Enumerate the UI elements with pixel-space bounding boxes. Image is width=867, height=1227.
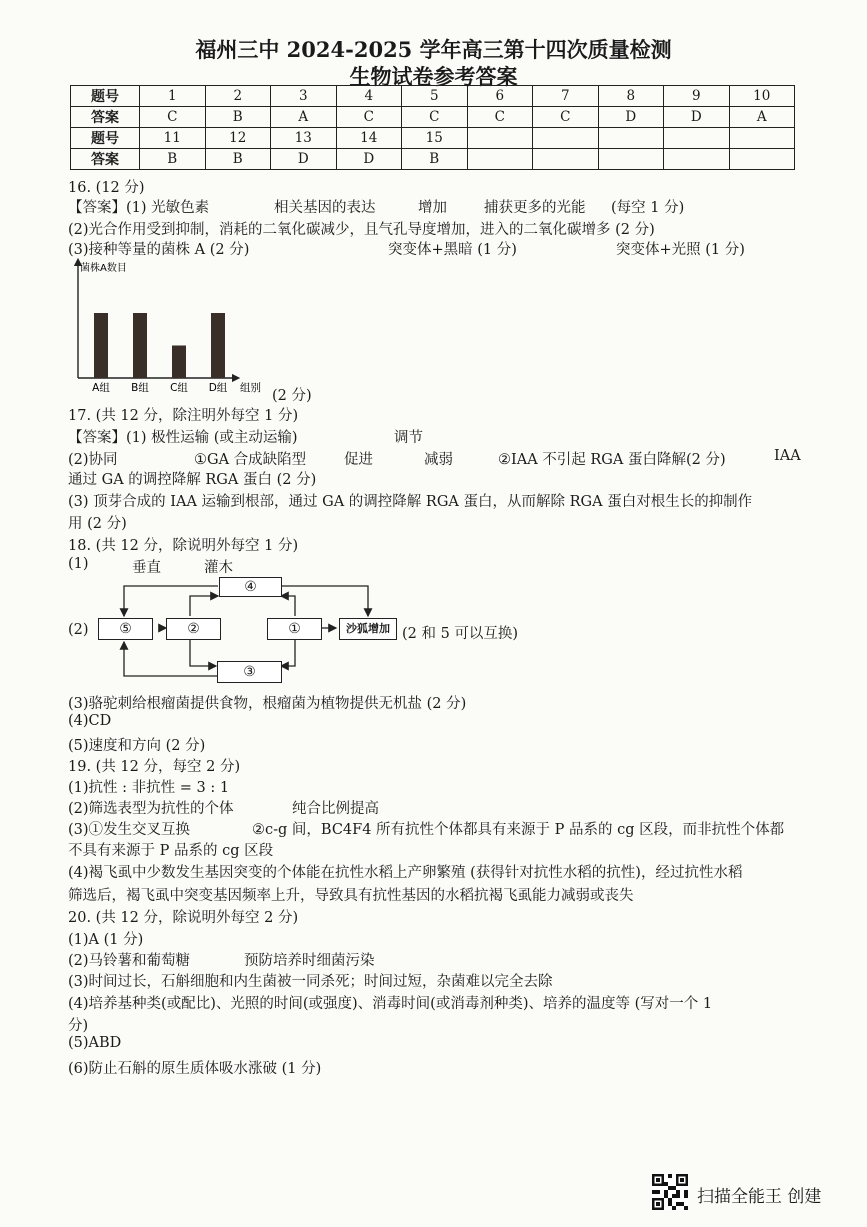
q16-answer-3: 增加 [418,200,447,216]
document-subtitle: 生物试卷参考答案 [349,64,518,89]
table-cell: 2 [205,86,271,107]
arrow-2-to-3 [190,639,216,666]
table-cell: 10 [729,86,795,107]
q17-line1 [68,426,808,446]
category-label: C组 [170,382,188,394]
table-cell: 6 [467,86,533,107]
q18-diagram-note: (2 和 5 可以互换) [402,626,519,642]
arrow-4-to-sand-fox [281,586,368,616]
q16-answer-5: (3)接种等量的菌株 A (2 分) [68,242,250,258]
qr-code-icon [652,1174,688,1210]
table-row [71,107,795,128]
q18-answer-2: 灌木 [204,560,233,576]
table-cell: 9 [664,86,730,107]
table-cell: D [336,149,402,170]
table-cell: D [664,107,730,128]
q19-answer-4: ②c-g 间，BC4F4 所有抗性个体都具有来源于 P 品系的 cg 区段，而非抗性个体都 [252,822,785,838]
q20-line2 [68,949,808,969]
node-1: ① [267,618,322,640]
table-cell: 14 [336,128,402,149]
q19-line2 [68,797,808,817]
table-cell: 3 [271,86,337,107]
q17-line3: 通过 GA 的调控降解 RGA 蛋白 (2 分) [68,472,317,488]
q18-line3: (3)骆驼刺给根瘤菌提供食物，根瘤菌为植物提供无机盐 (2 分) [68,696,467,712]
category-label: A组 [92,382,110,394]
q20-line3: (3)时间过长，石斛细胞和内生菌被一同杀死；时间过短，杂菌难以完全去除 [68,974,553,990]
answer-table [70,85,795,170]
table-cell: C [533,107,599,128]
bar-chart [66,258,286,400]
table-cell: D [598,107,664,128]
q17-answer-3: (2)协同 [68,452,118,468]
q17-answer-4: ①GA 合成缺陷型 [194,452,307,468]
node-3: ③ [217,661,282,683]
q20-answer-2: 预防培养时细菌污染 [244,953,375,969]
q17-answer-1: 【答案】(1) 极性运输 (或主动运输) [68,430,298,446]
table-cell: 11 [140,128,206,149]
table-cell [533,128,599,149]
table-cell: 13 [271,128,337,149]
q18-line5: (5)速度和方向 (2 分) [68,738,206,754]
table-cell [664,149,730,170]
table-row [71,128,795,149]
q19-answer-1: (2)筛选表型为抗性的个体 [68,801,234,817]
node-2: ② [166,618,221,640]
x-axis-label: 组别 [240,382,261,394]
scanner-watermark: 扫描全能王 创建 [697,1187,822,1207]
table-cell: D [271,149,337,170]
table-cell: 8 [598,86,664,107]
q17-answer-5: 促进 [344,452,373,468]
q16-answer-7: 突变体+光照 (1 分) [616,242,745,258]
node-4: ④ [219,577,282,597]
q19-line4: 不具有来源于 P 品系的 cg 区段 [68,843,274,859]
table-cell: B [402,149,468,170]
arrow-1-to-4 [281,596,295,616]
table-cell: C [402,107,468,128]
q20-line4: (4)培养基种类(或配比)、光照的时间(或强度)、消毒时间(或消毒剂种类)、培养的温度等 (写对一个 1 [68,996,713,1012]
q16-answer-2: 相关基因的表达 [274,200,376,216]
table-cell: C [336,107,402,128]
table-cell [664,128,730,149]
bar-4 [211,313,225,378]
table-cell: C [467,107,533,128]
arrow-2-to-4 [190,596,218,616]
category-label: B组 [131,382,149,394]
q17-line4: (3) 顶芽合成的 IAA 运输到根部，通过 GA 的调控降解 RGA 蛋白，从而解除 RGA 蛋白对根生长的抑制作 [68,494,753,510]
q18-label-2: (2) [68,622,89,638]
table-cell: C [140,107,206,128]
bar-3 [172,346,186,379]
q20-line1: (1)A (1 分) [68,932,144,948]
q18-label-1: (1) [68,556,89,572]
q20-answer-1: (2)马铃薯和葡萄糖 [68,953,191,969]
document-title: 福州三中 2024-2025 学年高三第十四次质量检测 [195,37,672,62]
q16-answer-4: 捕获更多的光能 [484,200,586,216]
q16-score-note: (每空 1 分) [611,200,685,216]
q16-chart-score: (2 分) [272,388,312,404]
table-cell: 7 [533,86,599,107]
table-cell: 4 [336,86,402,107]
q18-answer-1: 垂直 [132,560,161,576]
table-cell: A [271,107,337,128]
row-header: 题号 [71,86,140,107]
q20-heading: 20. (共 12 分，除说明外每空 2 分) [68,910,299,926]
row-header: 答案 [71,107,140,128]
q17-line5: 用 (2 分) [68,516,127,532]
y-axis-label: 菌株A数目 [80,263,127,274]
q19-line3 [68,818,808,838]
node-5: ⑤ [98,618,153,640]
row-header: 答案 [71,149,140,170]
q16-line2: (2)光合作用受到抑制，消耗的二氧化碳减少，且气孔导度增加，进入的二氧化碳增多 (2 分) [68,222,655,238]
table-cell [598,149,664,170]
table-cell: B [205,149,271,170]
q17-answer-8: IAA [774,448,801,464]
q16-line3 [68,238,808,258]
table-cell: 5 [402,86,468,107]
table-cell [467,128,533,149]
table-cell [729,149,795,170]
q18-heading: 18. (共 12 分，除说明外每空 1 分) [68,538,299,554]
q19-line1: (1)抗性 : 非抗性 = 3 : 1 [68,780,230,796]
category-label: D组 [208,382,228,394]
arrow-1-to-3 [281,639,295,666]
table-cell: B [140,149,206,170]
q20-line5: 分) [68,1018,89,1034]
q19-answer-2: 纯合比例提高 [292,801,379,817]
table-cell: 15 [402,128,468,149]
q19-line6: 筛选后，褐飞虱中突变基因频率上升，导致具有抗性基因的水稻抗褐飞虱能力减弱或丧失 [68,888,634,904]
arrow-3-to-5 [124,642,218,676]
table-row [71,149,795,170]
q17-heading: 17. (共 12 分，除注明外每空 1 分) [68,408,299,424]
table-cell [467,149,533,170]
q16-answer-1: 【答案】(1) 光敏色素 [68,200,210,216]
q17-line2 [68,448,808,468]
table-cell: 12 [205,128,271,149]
q20-line7: (6)防止石斛的原生质体吸水涨破 (1 分) [68,1061,322,1077]
q19-line5: (4)褐飞虱中少数发生基因突变的个体能在抗性水稻上产卵繁殖 (获得针对抗性水稻的抗性)，经过抗性水稻 [68,865,743,881]
table-cell [533,149,599,170]
table-cell: B [205,107,271,128]
q17-answer-6: 减弱 [424,452,453,468]
table-cell [729,128,795,149]
q17-answer-7: ②IAA 不引起 RGA 蛋白降解(2 分) [498,452,726,468]
arrow-4-to-5 [124,586,218,616]
table-cell: 1 [140,86,206,107]
bar-2 [133,313,147,378]
table-row [71,86,795,107]
bar-1 [94,313,108,378]
node-sand-fox: 沙狐增加 [339,618,397,640]
q19-answer-3: (3)①发生交叉互换 [68,822,191,838]
table-cell: A [729,107,795,128]
q19-heading: 19. (共 12 分，每空 2 分) [68,759,241,775]
q16-answer-6: 突变体+黑暗 (1 分) [388,242,517,258]
q16-heading: 16. (12 分) [68,180,145,196]
table-cell [598,128,664,149]
q20-line6: (5)ABD [68,1035,122,1051]
row-header: 题号 [71,128,140,149]
q16-line1 [68,196,808,216]
q17-answer-2: 调节 [394,430,423,446]
q18-line4: (4)CD [68,713,112,729]
